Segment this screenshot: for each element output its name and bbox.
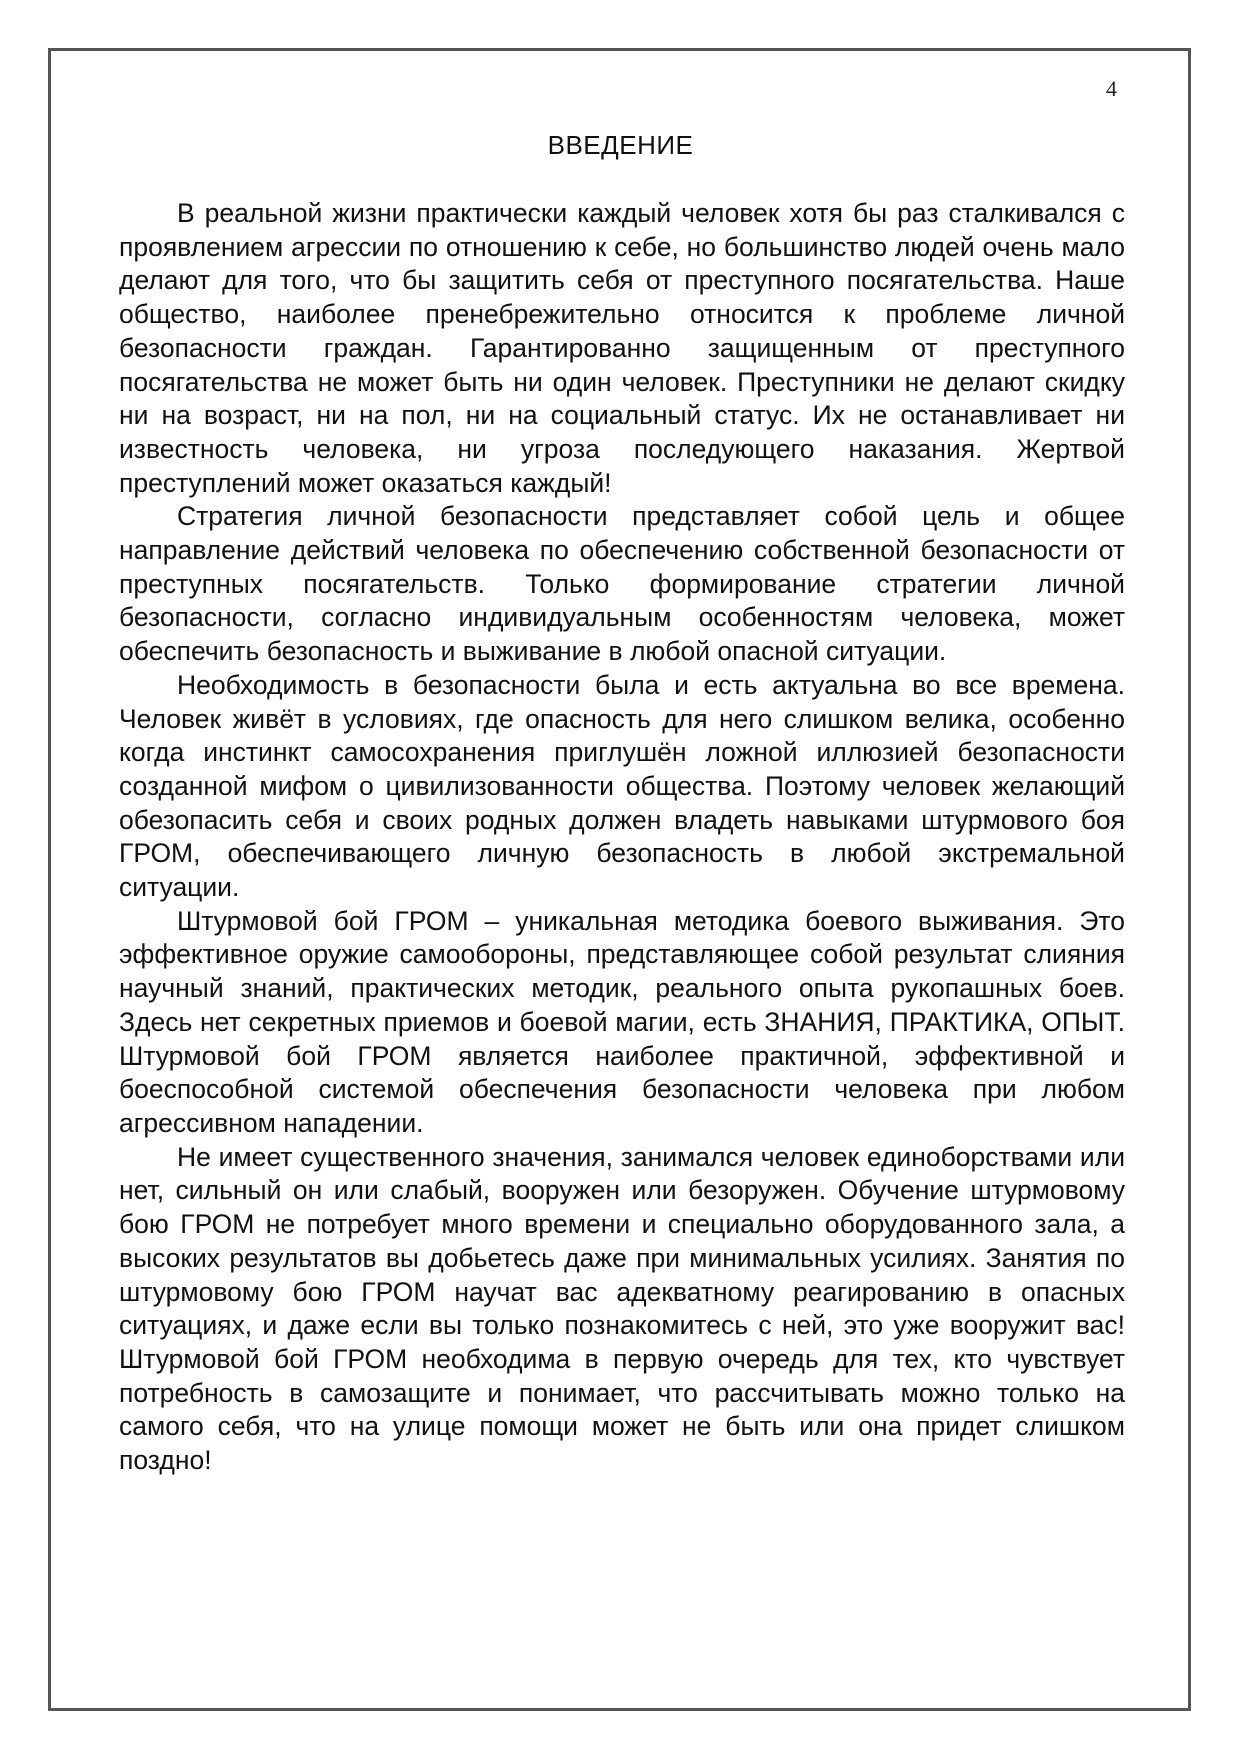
paragraph-5: Не имеет существенного значения, занимался человек единоборствами или нет, сильный он или слабый, вооружен или безоружен. Обучение штурмовому бою ГРОМ не потребует много времени и специально оборудованного зала, а высоких результатов вы добьетесь даже при минимальных усилиях. Занятия по штурмовому бою ГРОМ научат вас адекватному реагированию в опасных ситуациях, и даже если вы только познакомитесь с ней, это уже вооружит вас! Штурмовой бой ГРОМ необходима в первую очередь для тех, кто чувствует потребность в самозащите и понимает, что рассчитывать можно только на самого себя, что на улице помощи может не быть или она придет слишком поздно! <box>119 1141 1125 1476</box>
paragraph-1: В реальной жизни практически каждый человек хотя бы раз сталкивался с проявлением агрессии по отношению к себе, но большинство людей очень мало делают для того, что бы защитить себя от преступного посягательства. Наше общество, наиболее пренебрежительно относится к проблеме личной безопасности граждан. Гарантированно защищенным от преступного посягательства не может быть ни один человек. Преступники не делают скидку ни на возраст, ни на пол, ни на социальный статус. Их не останавливает ни известность человека, ни угроза последующего наказания. Жертвой преступлений может оказаться каждый! <box>119 198 1125 498</box>
page-title: ВВЕДЕНИЕ <box>547 130 694 160</box>
paragraph-2: Стратегия личной безопасности представляет собой цель и общее направление действий человека по обеспечению собственной безопасности от преступных посягательств. Только формирование стратегии личной безопасности, согласно индивидуальным особенностям человека, может обеспечить безопасность и выживание в любой опасной ситуации. <box>119 501 1125 667</box>
body-text <box>119 197 1125 1478</box>
page-number: 4 <box>1106 76 1117 101</box>
paragraph-4: Штурмовой бой ГРОМ – уникальная методика боевого выживания. Это эффективное оружие самообороны, представляющее собой результат слияния научный знаний, практических методик, реального опыта рукопашных боев. Здесь нет секретных приемов и боевой магии, есть ЗНАНИЯ, ПРАКТИКА, ОПЫТ. Штурмовой бой ГРОМ является наиболее практичной, эффективной и боеспособной системой обеспечения безопасности человека при любом агрессивном нападении. <box>119 905 1125 1138</box>
paragraph-3: Необходимость в безопасности была и есть актуальна во все времена. Человек живёт в условиях, где опасность для него слишком велика, особенно когда инстинкт самосохранения приглушён ложной иллюзией безопасности созданной мифом о цивилизованности общества. Поэтому человек желающий обезопасить себя и своих родных должен владеть навыками штурмового боя ГРОМ, обеспечивающего личную безопасность в любой экстремальной ситуации. <box>119 669 1125 903</box>
